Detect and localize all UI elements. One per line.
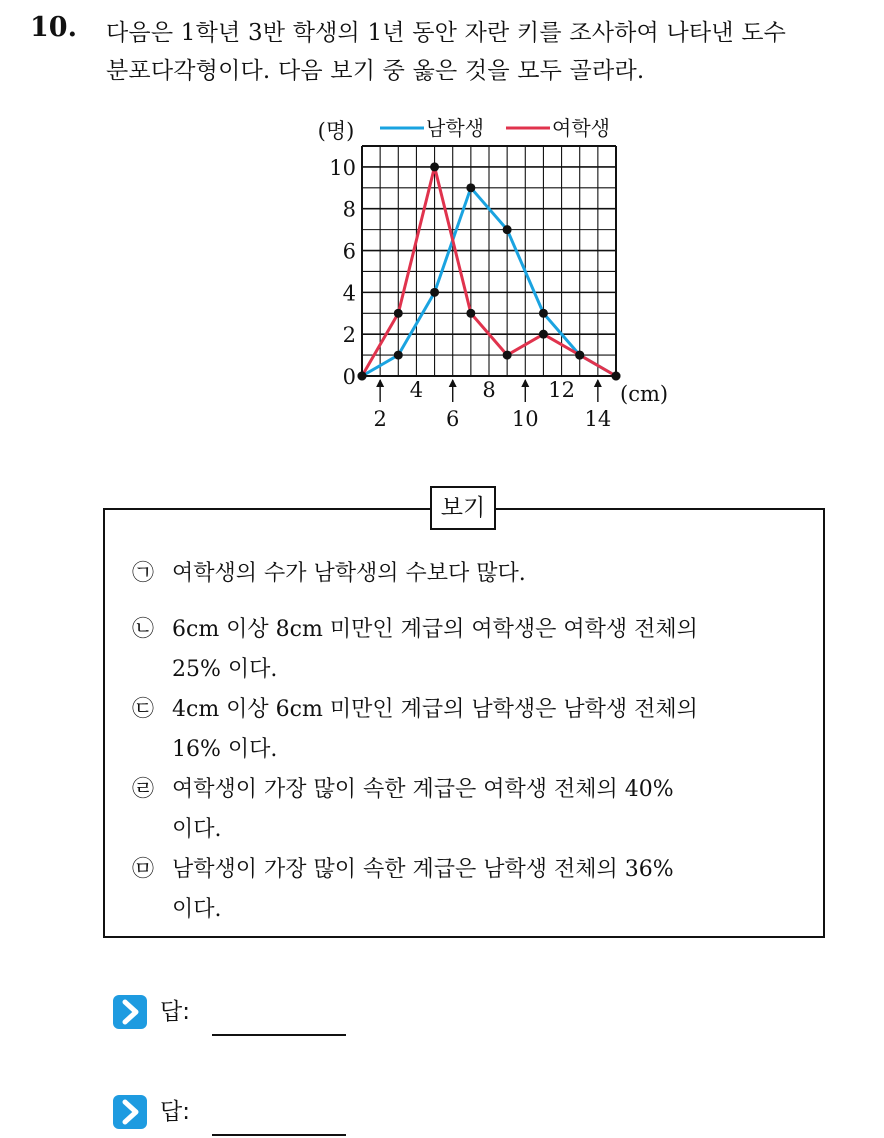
x-tick-label: 2 bbox=[373, 407, 387, 431]
item-marker: ㉣ bbox=[132, 777, 155, 802]
x-tick-arrowhead bbox=[521, 379, 529, 387]
x-tick-label: 14 bbox=[584, 407, 612, 431]
item-marker: ㉠ bbox=[132, 561, 155, 586]
item-text-continued: 16% 이다. bbox=[172, 737, 278, 762]
example-box-title: 보기 bbox=[430, 486, 496, 530]
frequency-polygon-chart bbox=[300, 108, 669, 438]
answer-label: 답: bbox=[160, 999, 190, 1025]
x-tick-arrowhead bbox=[376, 379, 384, 387]
chevron-right-icon bbox=[112, 994, 148, 1030]
x-axis-label: (cm) bbox=[620, 382, 669, 406]
legend-label: 여학생 bbox=[552, 116, 610, 140]
data-point bbox=[394, 351, 403, 360]
x-tick-arrowhead bbox=[449, 379, 457, 387]
y-tick-label: 0 bbox=[342, 365, 356, 389]
x-tick-label: 12 bbox=[548, 378, 575, 402]
item-text-continued: 25% 이다. bbox=[172, 657, 278, 682]
answer-blank[interactable] bbox=[212, 1134, 346, 1136]
data-point bbox=[430, 288, 439, 297]
y-tick-label: 10 bbox=[329, 155, 356, 180]
y-axis-label: (명) bbox=[317, 119, 355, 143]
y-tick-label: 8 bbox=[342, 197, 356, 222]
data-point bbox=[430, 162, 439, 171]
legend-label: 남학생 bbox=[426, 116, 484, 140]
question-text-line2: 분포다각형이다. 다음 보기 중 옳은 것을 모두 골라라. bbox=[106, 58, 645, 84]
data-point bbox=[358, 372, 367, 381]
question-number: 10. bbox=[30, 12, 77, 43]
item-text: 4cm 이상 6cm 미만인 계급의 남학생은 남학생 전체의 bbox=[172, 697, 698, 722]
data-point bbox=[503, 351, 512, 360]
data-point bbox=[466, 309, 475, 318]
item-text: 여학생의 수가 남학생의 수보다 많다. bbox=[172, 561, 526, 586]
item-marker: ㉡ bbox=[132, 617, 155, 642]
item-text: 여학생이 가장 많이 속한 계급은 여학생 전체의 40% bbox=[172, 777, 674, 802]
item-text: 남학생이 가장 많이 속한 계급은 남학생 전체의 36% bbox=[172, 857, 674, 882]
x-tick-arrowhead bbox=[594, 379, 602, 387]
data-point bbox=[612, 372, 621, 381]
y-tick-label: 6 bbox=[342, 239, 356, 264]
data-point bbox=[394, 309, 403, 318]
data-point bbox=[466, 183, 475, 192]
data-point bbox=[539, 309, 548, 318]
x-tick-label: 4 bbox=[409, 378, 424, 402]
y-tick-label: 4 bbox=[342, 281, 356, 306]
item-text-continued: 이다. bbox=[172, 817, 222, 842]
answer-blank[interactable] bbox=[212, 1034, 346, 1036]
question-text-line1: 다음은 1학년 3반 학생의 1년 동안 자란 키를 조사하여 나타낸 도수 bbox=[106, 20, 787, 46]
x-tick-label: 10 bbox=[511, 407, 539, 431]
x-tick-label: 8 bbox=[482, 378, 496, 402]
item-text: 6cm 이상 8cm 미만인 계급의 여학생은 여학생 전체의 bbox=[172, 617, 698, 642]
data-point bbox=[539, 330, 548, 339]
data-point bbox=[503, 225, 512, 234]
item-text-continued: 이다. bbox=[172, 897, 222, 922]
chevron-right-icon bbox=[112, 1094, 148, 1130]
x-tick-label: 6 bbox=[446, 407, 460, 431]
data-point bbox=[575, 351, 584, 360]
item-marker: ㉤ bbox=[132, 857, 155, 882]
item-marker: ㉢ bbox=[132, 697, 155, 722]
y-tick-label: 2 bbox=[342, 323, 356, 348]
answer-label: 답: bbox=[160, 1099, 190, 1125]
